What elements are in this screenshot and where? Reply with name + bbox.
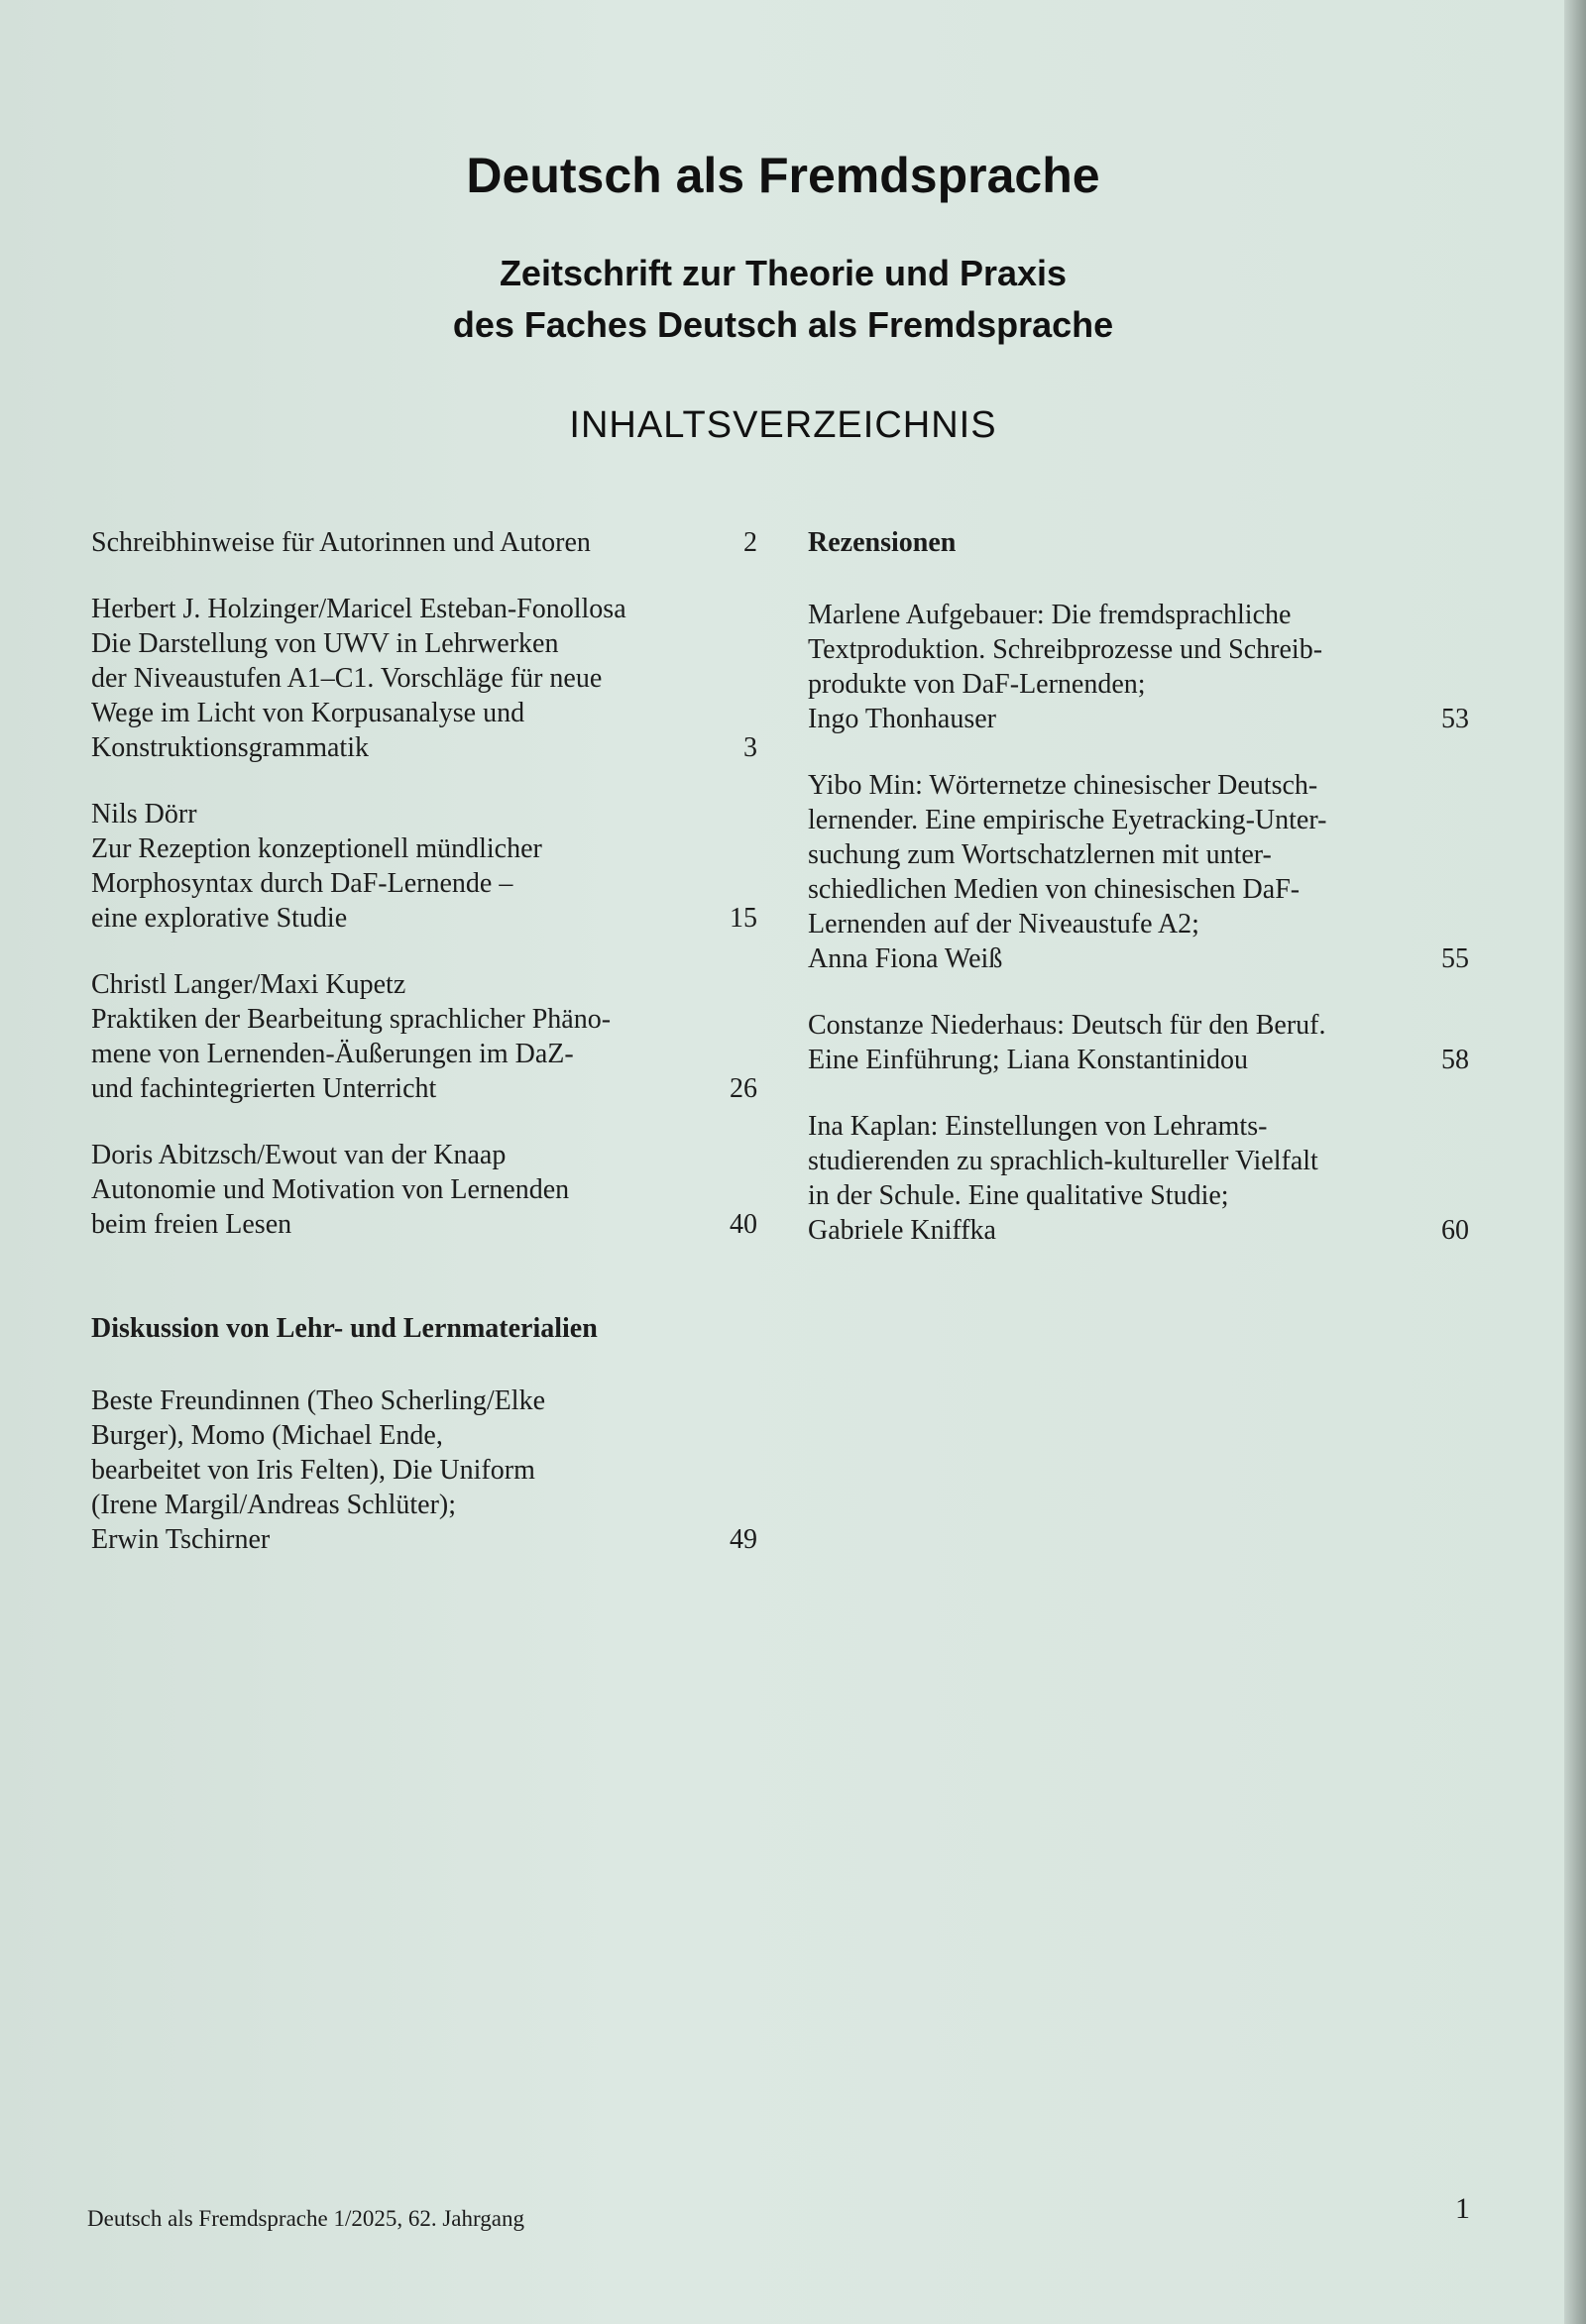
entry-line: Yibo Min: Wörternetze chinesischer Deutsch- [808, 770, 1318, 801]
page-edge-shadow [1564, 0, 1586, 2324]
entry-line: Morphosyntax durch DaF-Lernende – [91, 868, 513, 899]
entry-reviewer: Ingo Thonhauser [808, 704, 996, 734]
page-number: 40 [730, 1209, 757, 1240]
toc-entry [808, 768, 1469, 976]
entry-reviewer: Gabriele Kniffka [808, 1215, 996, 1246]
page-number: 2 [743, 527, 757, 558]
entry-line: produkte von DaF-Lernenden; [808, 669, 1146, 700]
section-heading-reviews: Rezensionen [808, 527, 957, 558]
left-column [91, 525, 757, 1589]
entry-line: Burger), Momo (Michael Ende, [91, 1420, 443, 1451]
entry-line: Konstruktionsgrammatik [91, 732, 369, 763]
entry-line: studierenden zu sprachlich-kultureller Vielfalt [808, 1146, 1318, 1176]
entry-line: Autonomie und Motivation von Lernenden [91, 1174, 570, 1205]
entry-reviewer: Anna Fiona Weiß [808, 943, 1003, 974]
toc-entry [808, 1109, 1469, 1248]
journal-title: Deutsch als Fremdsprache [466, 148, 1100, 203]
entry-line: Constanze Niederhaus: Deutsch für den Beruf. [808, 1010, 1326, 1041]
toc-entry [91, 525, 757, 560]
subtitle-line-1: Zeitschrift zur Theorie und Praxis [499, 253, 1068, 293]
journal-subtitle [0, 248, 1566, 351]
page-number: 53 [1441, 704, 1469, 734]
page-number: 58 [1441, 1045, 1469, 1075]
entry-line: Zur Rezeption konzeptionell mündlicher [91, 833, 542, 864]
entry-line: Eine Einführung; Liana Konstantinidou [808, 1045, 1249, 1075]
footer-journal-info: Deutsch als Fremdsprache 1/2025, 62. Jahrgang [87, 2206, 524, 2231]
entry-line: Wege im Licht von Korpusanalyse und [91, 698, 525, 728]
page-number: 55 [1441, 943, 1469, 974]
entry-author: Herbert J. Holzinger/Maricel Esteban-Fonollosa [91, 594, 626, 624]
toc-entry [808, 1008, 1469, 1077]
entry-line: Marlene Aufgebauer: Die fremdsprachliche [808, 600, 1292, 630]
toc-entry [91, 797, 757, 936]
entry-line: in der Schule. Eine qualitative Studie; [808, 1180, 1229, 1211]
toc-entry [808, 598, 1469, 736]
entry-line: und fachintegrierten Unterricht [91, 1073, 437, 1104]
entry-author: Christl Langer/Maxi Kupetz [91, 969, 406, 1000]
page-number: 3 [743, 732, 757, 763]
entry-line: schiedlichen Medien von chinesischen DaF- [808, 874, 1301, 905]
entry-line: der Niveaustufen A1–C1. Vorschläge für neue [91, 663, 603, 694]
entry-line: Die Darstellung von UWV in Lehrwerken [91, 628, 559, 659]
entry-line: Textproduktion. Schreibprozesse und Schreib- [808, 634, 1323, 665]
entry-line: Ina Kaplan: Einstellungen von Lehramts- [808, 1111, 1268, 1142]
entry-line: bearbeitet von Iris Felten), Die Uniform [91, 1455, 535, 1486]
toc-entry [91, 592, 757, 765]
page-number: 15 [730, 903, 757, 934]
entry-author: Erwin Tschirner [91, 1524, 271, 1555]
toc-entry [91, 1383, 757, 1557]
entry-line: Beste Freundinnen (Theo Scherling/Elke [91, 1385, 545, 1416]
entry-line: Lernenden auf der Niveaustufe A2; [808, 909, 1199, 940]
entry-author: Doris Abitzsch/Ewout van der Knaap [91, 1140, 507, 1170]
footer-page-number: 1 [1455, 2192, 1470, 2225]
entry-line: lernender. Eine empirische Eyetracking-Unter- [808, 805, 1327, 835]
toc-entry [91, 1138, 757, 1242]
page-number: 60 [1441, 1215, 1469, 1246]
page-number: 49 [730, 1524, 757, 1555]
entry-line: beim freien Lesen [91, 1209, 292, 1240]
entry-line: (Irene Margil/Andreas Schlüter); [91, 1490, 457, 1520]
toc-entry [91, 967, 757, 1106]
right-column [808, 525, 1469, 1279]
entry-line: Praktiken der Bearbeitung sprachlicher Phäno- [91, 1004, 612, 1035]
subtitle-line-2: des Faches Deutsch als Fremdsprache [452, 304, 1114, 345]
entry-line: suchung zum Wortschatzlernen mit unter- [808, 839, 1272, 870]
entry-line: mene von Lernenden-Äußerungen im DaZ- [91, 1039, 574, 1069]
page-number: 26 [730, 1073, 757, 1104]
entry-author: Nils Dörr [91, 799, 197, 830]
entry-line: Schreibhinweise für Autorinnen und Autoren [91, 527, 591, 558]
toc-heading: INHALTSVERZEICHNIS [569, 404, 997, 446]
section-heading-materials: Diskussion von Lehr- und Lernmaterialien [91, 1313, 598, 1344]
entry-line: eine explorative Studie [91, 903, 348, 934]
